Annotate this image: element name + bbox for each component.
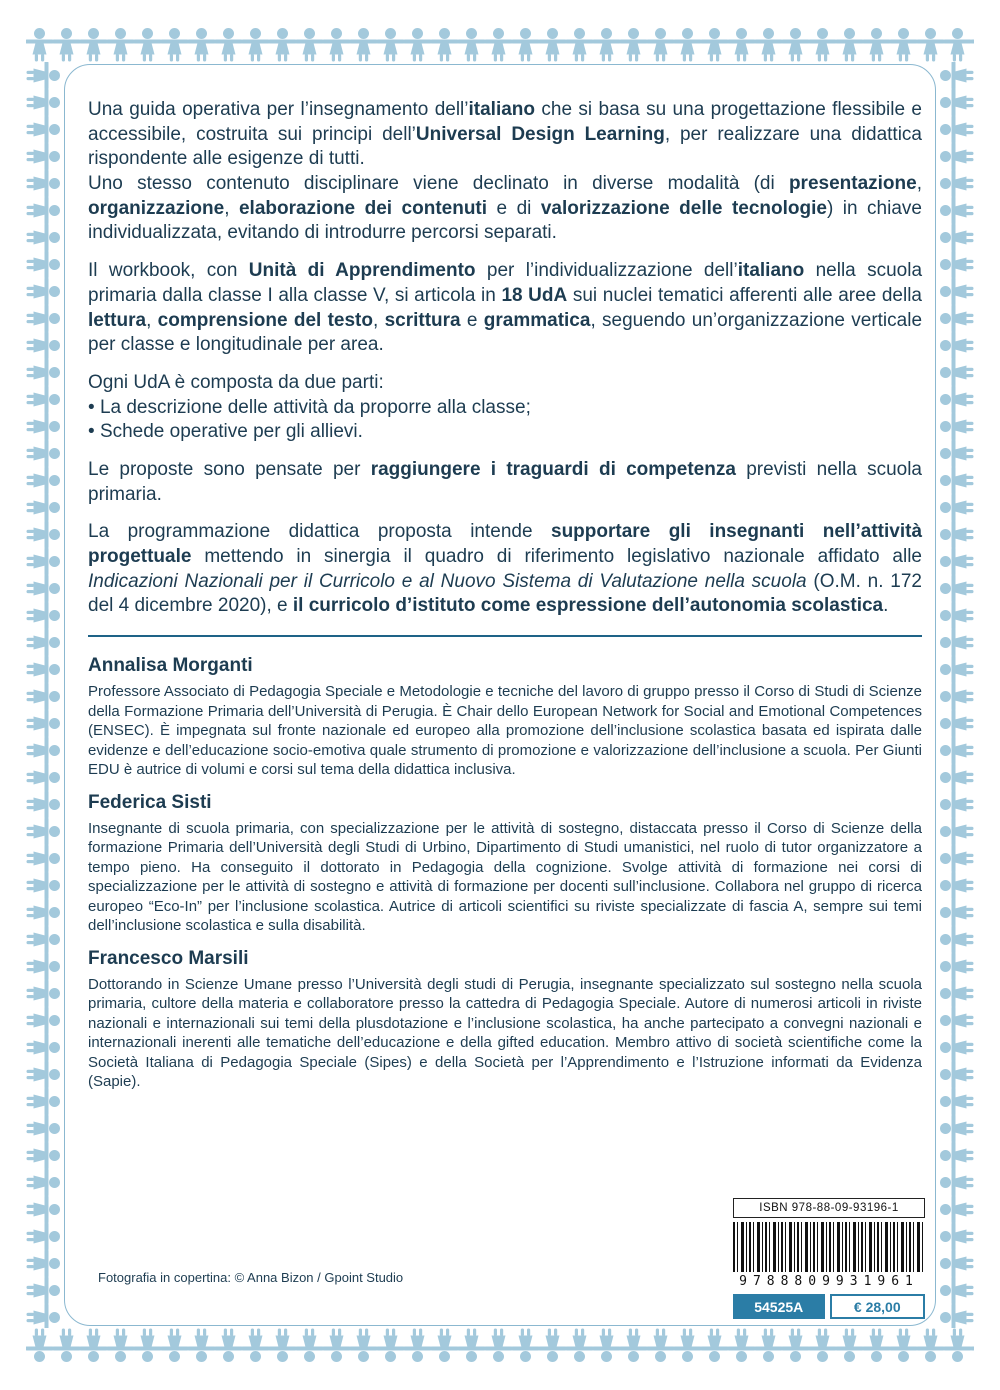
author-section-sisti bbox=[88, 792, 922, 936]
paper-doll-border-right bbox=[938, 62, 974, 1328]
blurb-list-item: • Schede operative per gli allievi. bbox=[88, 420, 922, 445]
photo-credit: Fotografia in copertina: © Anna Bizon / Gpoint Studio bbox=[98, 1270, 404, 1285]
blurb-paragraph: Le proposte sono pensate per raggiungere i traguardi di competenza previsti nella scuola primaria. bbox=[88, 458, 922, 505]
author-section-morganti bbox=[88, 655, 922, 780]
author-section-marsili bbox=[88, 948, 922, 1092]
blurb-list bbox=[88, 396, 922, 445]
blurb-list-item: • La descrizione delle attività da proporre alla classe; bbox=[88, 396, 922, 421]
back-cover-content bbox=[88, 98, 922, 1102]
barcode-digits: 9788809931961 bbox=[739, 1274, 919, 1289]
price-label: € 28,00 bbox=[830, 1294, 926, 1319]
author-bio: Insegnante di scuola primaria, con specializzazione per le attività di sostegno, distaccata presso il Corso di Scienze della formazione Primaria dell’Università degli Studi di Urbino, Dipartimento di Studi umanistici, nel ruolo di tutor organizzatore a tempo pieno. Ha conseguito il dottorato in Pedagogia della cognizione. Svolge attività di formazione nei corsi di specializzazione per le attività di sostegno e attività di formazione per docenti sull’inclusione. Collabora nel gruppo di ricerca europeo “Eco-In” per l’inclusione scolastica. Autrice di articoli scientifici su riviste specializzate di fascia A, sempre sui temi dell’inclusione scolastica e sulla disabilità. bbox=[88, 819, 922, 935]
barcode bbox=[733, 1222, 925, 1272]
paper-doll-border-bottom bbox=[26, 1328, 974, 1364]
blurb-paragraph: La programmazione didattica proposta intende supportare gli insegnanti nell’attività progettuale mettendo in sinergia il quadro di riferimento legislativo nazionale affidato alle Indicazioni Nazionali per il Curricolo e al Nuovo Sistema di Valutazione nella scuola (O.M. n. 172 del 4 dicembre 2020), e il curricolo d’istituto come espressione dell’autonomia scolastica. bbox=[88, 521, 923, 617]
author-name: Federica Sisti bbox=[88, 791, 212, 813]
product-code-badge: 54525A bbox=[733, 1294, 825, 1319]
author-bio: Professore Associato di Pedagogia Speciale e Metodologie e tecniche del lavoro di gruppo presso il Corso di Studi di Scienze della Formazione Primaria dell’Università di Perugia. È Chair dello European Network for Social and Emotional Competences (ENSEC). È impegnata sul fronte nazionale ed europeo alla promozione dell’inclusione scolastica basata ed ispirata dalle evidenze e dell’educazione socio-emotiva quale strumento di promozione e valorizzazione dell’inclusione a scuola. Per Giunti EDU è autrice di volumi e corsi sul tema della didattica inclusiva. bbox=[88, 683, 922, 779]
author-name: Francesco Marsili bbox=[88, 947, 249, 969]
section-divider bbox=[88, 635, 922, 637]
paper-doll-border-top bbox=[26, 26, 974, 62]
isbn-block bbox=[733, 1198, 925, 1319]
blurb-paragraph: Uno stesso contenuto disciplinare viene declinato in diverse modalità (di presentazione, organizzazione, elaborazione dei contenuti e di valorizzazione delle tecnologie) in chiave individualizzata, evitando di introdurre percorsi separati. bbox=[88, 173, 922, 244]
isbn-label: ISBN 978-88-09-93196-1 bbox=[733, 1198, 925, 1218]
blurb-paragraph: Ogni UdA è composta da due parti: bbox=[88, 371, 384, 393]
blurb-paragraph: Una guida operativa per l’insegnamento dell’italiano che si basa su una progettazione flessibile e accessibile, costruita sui principi dell’Universal Design Learning, per realizzare una didattica rispondente alle esigenze di tutti. bbox=[88, 99, 922, 170]
paper-doll-border-left bbox=[26, 62, 62, 1328]
isbn-bottom-row bbox=[733, 1294, 925, 1319]
blurb bbox=[88, 98, 922, 619]
author-bio: Dottorando in Scienze Umane presso l’Università degli studi di Perugia, insegnante specializzato sul sostegno nella scuola primaria, cultore della materia e collaboratore presso la cattedra di Pedagogia Speciale. Autore di numerosi articoli in riviste nazionali e internazionali sui temi della plusdotazione e l’inclusione scolastica, ha anche partecipato a convegni nazionali e internazionali inerenti alle tematiche dell’educazione e della gifted education. Membro attivo di società scientifiche come la Società Italiana di Pedagogia Speciale (Sipes) e della Società per l’Apprendimento e l’Istruzione informati da Evidenza (Sapie). bbox=[88, 975, 922, 1091]
blurb-paragraph: Il workbook, con Unità di Apprendimento per l’individualizzazione dell’italiano nella scuola primaria dalla classe I alla classe V, si articola in 18 UdA sui nuclei tematici afferenti alle aree della lettura, comprensione del testo, scrittura e grammatica, seguendo un’organizzazione verticale per classe e longitudinale per area. bbox=[88, 260, 923, 356]
author-name: Annalisa Morganti bbox=[88, 655, 253, 677]
